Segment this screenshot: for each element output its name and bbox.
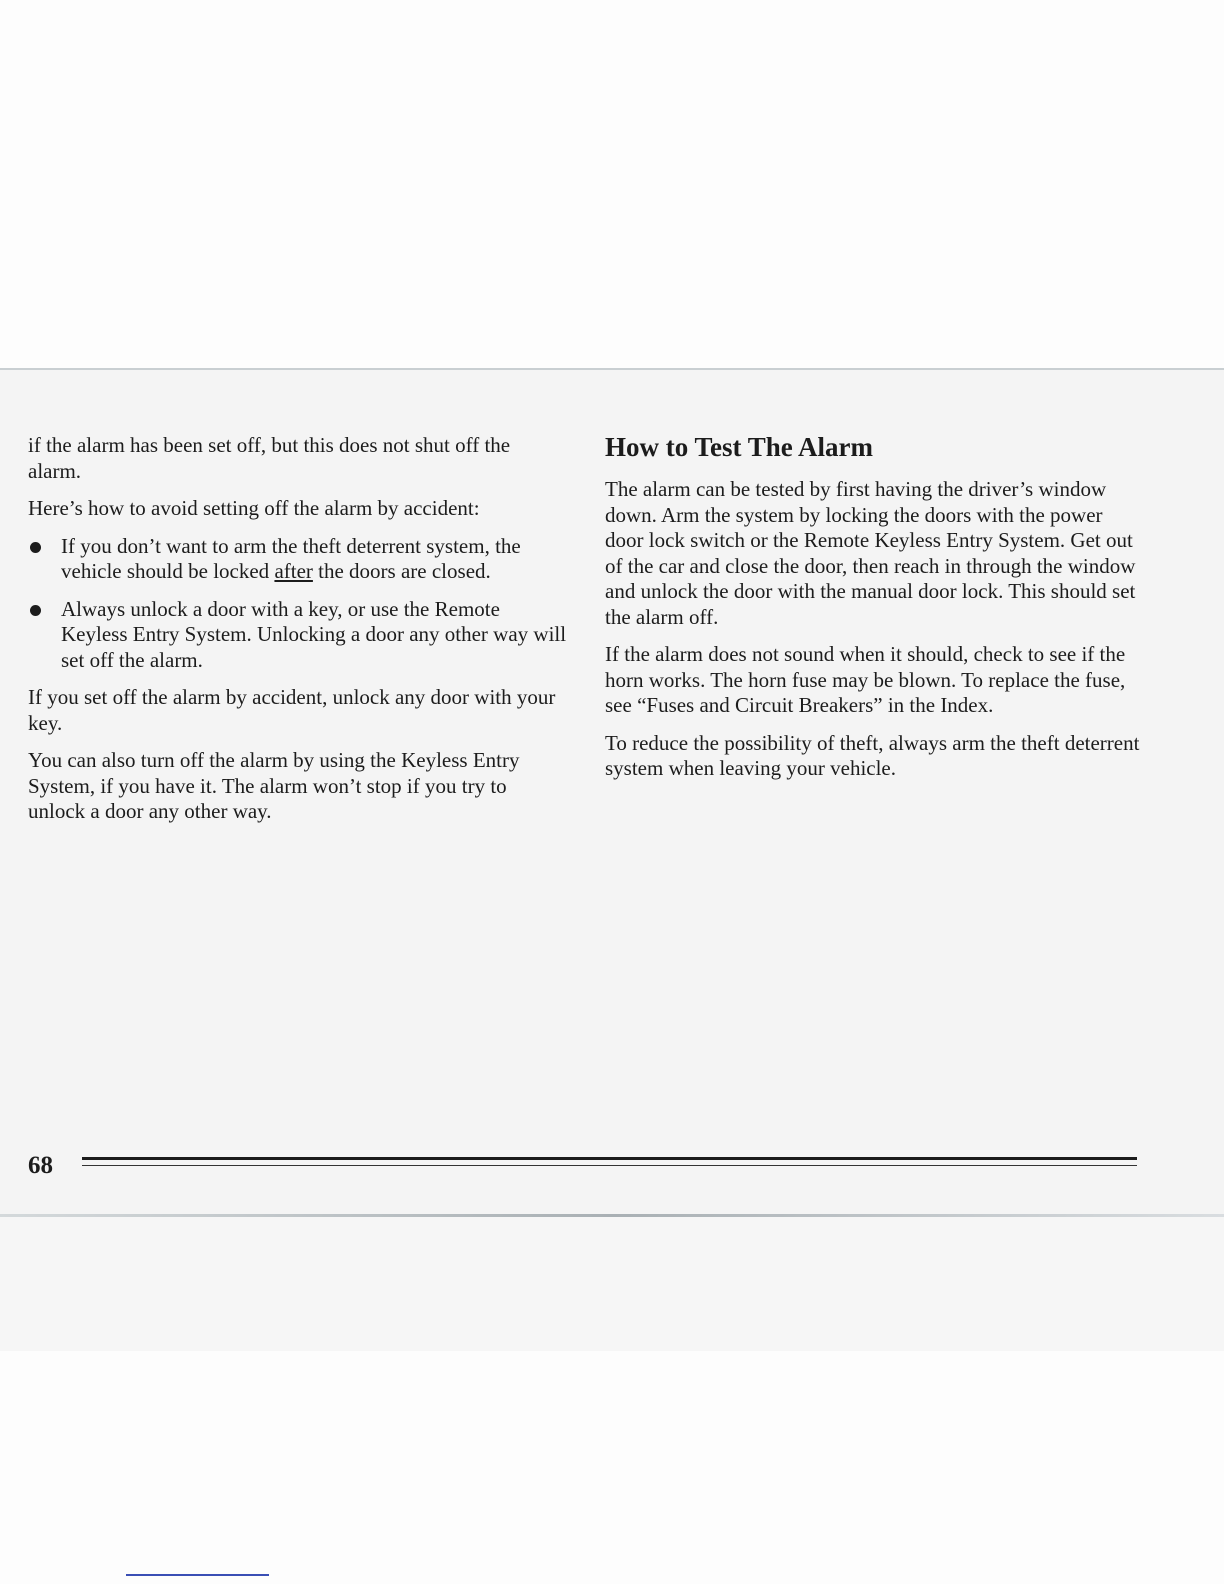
bullet-text-emphasis: after [274, 559, 313, 583]
bullet-text-start: If you don’t want to arm the theft deterrent system, the vehicle should be locked [61, 533, 521, 583]
paragraph-avoid-intro: Here’s how to avoid setting off the alarm by accident: [28, 496, 480, 520]
bottom-edge-mark [126, 1574, 269, 1576]
bullet-icon [30, 605, 41, 616]
bullet-icon [30, 542, 41, 553]
bullet-text: Always unlock a door with a key, or use the Remote Keyless Entry System. Unlocking a door any other way will set off the alarm. [61, 596, 567, 672]
page-number: 68 [28, 1152, 53, 1179]
footer-rule-thin [82, 1165, 1137, 1166]
paragraph-test-procedure: The alarm can be tested by first having the driver’s window down. Arm the system by locking the doors with the power door lock switch or the Remote Keyless Entry System. Get out of the car and close the door, then reach in through the window and unlock the door with the manual door lock. This should set the alarm off. [605, 477, 1136, 629]
scan-top-edge [0, 368, 1224, 370]
paragraph-theft-reminder: To reduce the possibility of theft, always arm the theft deterrent system when leaving your vehicle. [605, 730, 1140, 780]
paragraph-horn-check: If the alarm does not sound when it should, check to see if the horn works. The horn fuse may be blown. To replace the fuse, see “Fuses and Circuit Breakers” in the Index. [605, 642, 1126, 717]
paragraph-keyless-turn-off: You can also turn off the alarm by using the Keyless Entry System, if you have it. The alarm won’t stop if you try to unlock a door any other way. [28, 748, 520, 823]
footer-rule [82, 1157, 1137, 1160]
bullet-text-end: the doors are closed. [312, 559, 491, 583]
left-column [28, 433, 568, 837]
list-item [28, 534, 568, 585]
right-column [605, 431, 1145, 794]
paragraph-accident-unlock: If you set off the alarm by accident, unlock any door with your key. [28, 685, 556, 735]
list-item [28, 597, 568, 674]
paragraph-alarm-continued: if the alarm has been set off, but this does not shut off the alarm. [28, 433, 511, 483]
scan-bottom-edge [0, 1214, 1224, 1217]
scan-lower-strip [0, 1217, 1224, 1351]
avoid-alarm-list [28, 534, 568, 674]
section-heading: How to Test The Alarm [605, 432, 874, 462]
